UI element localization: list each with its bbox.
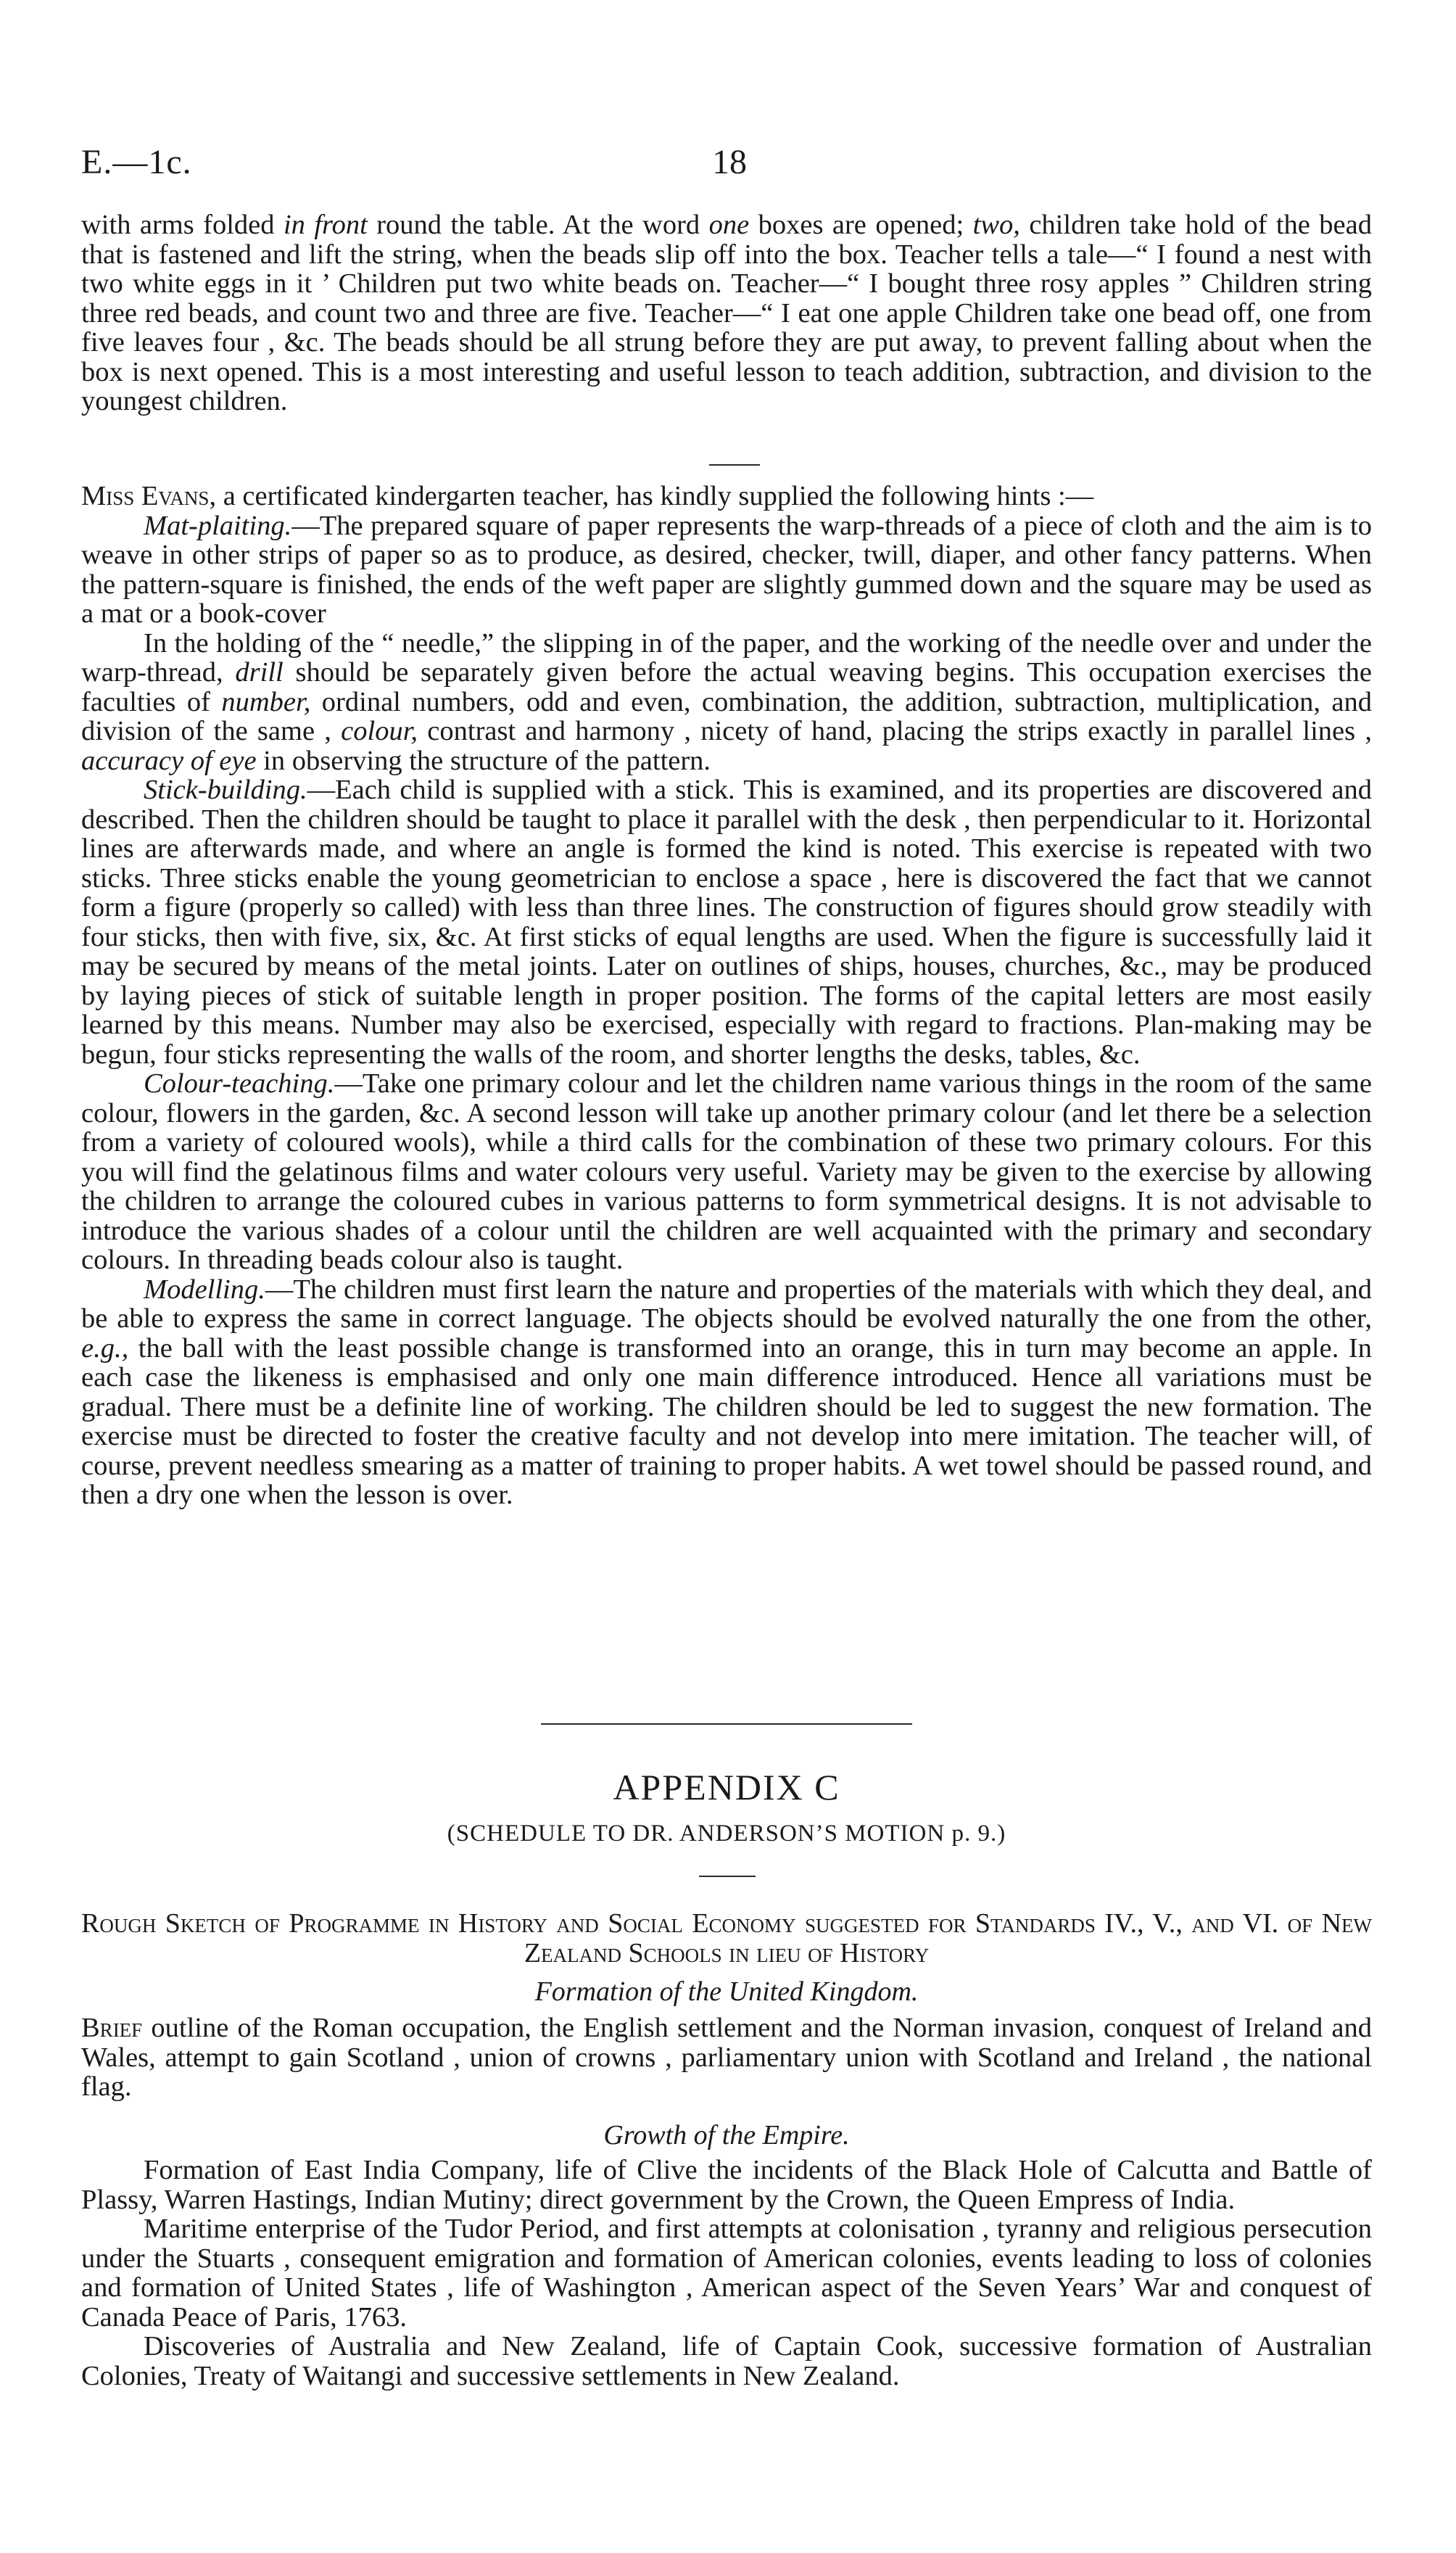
document-reference: E.—1c.	[81, 143, 192, 181]
text-run: —Take one primary colour and let the children name various things in the room of the same colour, flowers in the garden, &c. A second lesson will take up another primary colour (and let there be a selection from a variety of coloured wools), while a third calls for the combination of these two primary colours. For this you will find the gelatinous films and water colours very useful. Variety may be given to the exercise by allowing the children to arrange the coloured cubes in various patterns to form symmetrical designs. It is not advisable to introduce the various shades of a colour until the children are well acquainted with the primary and secondary colours. In threading beads colour also is taught.	[81, 1068, 1372, 1275]
text-run: should be separately given before the actual weaving begins. This occupation exercises the faculties of	[81, 657, 1372, 717]
author-name: Miss Evans	[81, 481, 210, 511]
needle-paragraph	[81, 629, 1372, 776]
page-number: 18	[712, 143, 747, 181]
italic-run: one	[708, 210, 750, 240]
united-kingdom-text: outline of the Roman occupation, the English settlement and the Norman invasion, conquest of Ireland and Wales, attempt to gain Scotland , union of crowns , parliamentary union with Scotland and Ireland , the national flag.	[81, 2013, 1372, 2102]
appendix-subtitle: (SCHEDULE TO DR. ANDERSON’S MOTION p. 9.)	[447, 1820, 1006, 1847]
maritime-paragraph: Maritime enterprise of the Tudor Period, and first attempts at colonisation , tyranny and religious persecution under the Stuarts , consequent emigration and formation of American colonies, events leading to loss of colonies and formation of United States , life of Washington , American aspect of the Seven Years’ War and conquest of Canada Peace of Paris, 1763.	[81, 2214, 1372, 2333]
italic-run: colour,	[341, 716, 418, 746]
text-run: children take hold of the bead that is fastened and lift the string, when the beads slip off into the box. Teacher tells a tale—“ I found a nest with two white eggs in it ’ Children put two white beads on. Teacher—“ I bought three rosy apples ” Children string three red beads, and count two and three are five. Teacher—“ I eat one apple Children take one bead off, one from five leaves four , &c. The beads should be all strung before they are put away, to prevent falling about when the box is next opened. This is a most interesting and useful lesson to teach addition, subtraction, and division to the youngest children.	[81, 210, 1372, 416]
hints-section	[81, 482, 1372, 1510]
text-run: —The children must first learn the nature and properties of the materials with which they deal, and be able to express the same in correct language. The objects should be evolved naturally the one from the other,	[81, 1274, 1372, 1334]
text-run: in observing the structure of the pattern.	[256, 745, 711, 776]
text-run: the ball with the least possible change is transformed into an orange, this in turn may become an apple. In each case the likeness is emphasised and only one main difference introduced. Hence all variations must be gradual. There must be a definite line of working. The children should be led to suggest the new formation. The exercise must be directed to foster the creative faculty and not develop into mere imitation. The teacher will, of course, prevent needless smearing as a matter of training to proper habits. A wet towel should be passed round, and then a dry one when the lesson is over.	[81, 1332, 1372, 1510]
united-kingdom-paragraph	[81, 2013, 1372, 2102]
italic-run: in front	[283, 210, 368, 240]
appendix-title-rule	[699, 1876, 756, 1877]
italic-run: number,	[221, 686, 311, 717]
italic-run: drill	[235, 657, 284, 688]
australia-paragraph: Discoveries of Australia and New Zealand, life of Captain Cook, successive formation of Australian Colonies, Treaty of Waitangi and successive settlements in New Zealand.	[81, 2331, 1372, 2391]
appendix-title: APPENDIX C	[613, 1767, 840, 1807]
programme-title: Rough Sketch of Programme in History and Social Economy suggested for Standards IV., V., and VI. of New Zealand Schools in lieu of History	[81, 1908, 1372, 1968]
hints-lead-text: , a certificated kindergarten teacher, has kindly supplied the following hints :—	[209, 481, 1094, 511]
text-run: —Each child is supplied with a stick. This is examined, and its properties are discovered and described. Then the children should be taught to place it parallel with the desk , then perpendicular to it. Horizontal lines are afterwards made, and where an angle is formed the kind is noted. This exercise is repeated with two sticks. Three sticks enable the young geometrician to enclose a space , here is discovered the fact that we cannot form a figure (properly so called) with less than three lines. The construction of figures should grow steadily with four sticks, then with five, six, &c. At first sticks of equal lengths are used. When the figure is successfully laid it may be secured by means of the metal joints. Later on outlines of ships, houses, churches, &c., may be produced by laying pieces of stick of suitable length in proper position. The forms of the capital letters are most easily learned by this means. Number may also be exercised, especially with regard to fractions. Plan-making may be begun, four sticks representing the walls of the room, and shorter lengths the desks, tables, &c.	[81, 775, 1372, 1070]
text-run: In the holding of the “ needle,” the slipping in of the paper, and the working of the needle over and under the warp-thread,	[81, 627, 1372, 688]
colour-teaching-paragraph	[81, 1069, 1372, 1275]
text-run: —The prepared square of paper represents the warp-threads of a piece of cloth and the aim is to weave in other strips of paper so as to produce, as desired, checker, twill, diaper, and other fancy patterns. When the pattern-square is finished, the ends of the weft paper are slightly gummed down and the square may be used as a mat or a book-cover	[81, 510, 1372, 629]
text-run: with arms folded	[81, 210, 284, 240]
section-heading-empire: Growth of the Empire.	[603, 2120, 850, 2150]
hints-lead	[81, 482, 1372, 511]
text-run: contrast and harmony , nicety of hand, placing the strips exactly in parallel lines ,	[418, 716, 1372, 746]
modelling-paragraph	[81, 1275, 1372, 1510]
stick-building-paragraph	[81, 775, 1372, 1069]
empire-section	[81, 2156, 1372, 2391]
section-heading-united-kingdom: Formation of the United Kingdom.	[534, 1976, 919, 2007]
italic-run: Stick-building.	[144, 775, 307, 805]
italic-run: two,	[972, 210, 1020, 240]
appendix-divider	[541, 1723, 912, 1725]
italic-run: e.g.,	[81, 1332, 129, 1364]
intro-paragraph	[81, 210, 1372, 416]
intro-section	[81, 210, 1372, 416]
section-divider	[709, 464, 760, 466]
paragraph-lead-word: Brief	[81, 2013, 143, 2043]
east-india-paragraph: Formation of East India Company, life of Clive the incidents of the Black Hole of Calcutta and Battle of Plassy, Warren Hastings, Indian Mutiny; direct government by the Crown, the Queen Empress of India.	[81, 2155, 1372, 2215]
italic-run: Mat-plaiting.	[144, 510, 292, 541]
italic-run: Modelling.	[144, 1274, 265, 1305]
united-kingdom-section	[81, 2013, 1372, 2102]
text-run: round the table. At the word	[367, 210, 709, 240]
mat-plaiting-paragraph	[81, 511, 1372, 629]
italic-run: accuracy of eye	[81, 745, 257, 776]
text-run: boxes are opened;	[749, 210, 973, 240]
text-run: ordinal numbers, odd and even, combination, the addition, subtraction, multiplication, and division of the same ,	[81, 686, 1372, 746]
italic-run: Colour-teaching.	[144, 1068, 335, 1099]
